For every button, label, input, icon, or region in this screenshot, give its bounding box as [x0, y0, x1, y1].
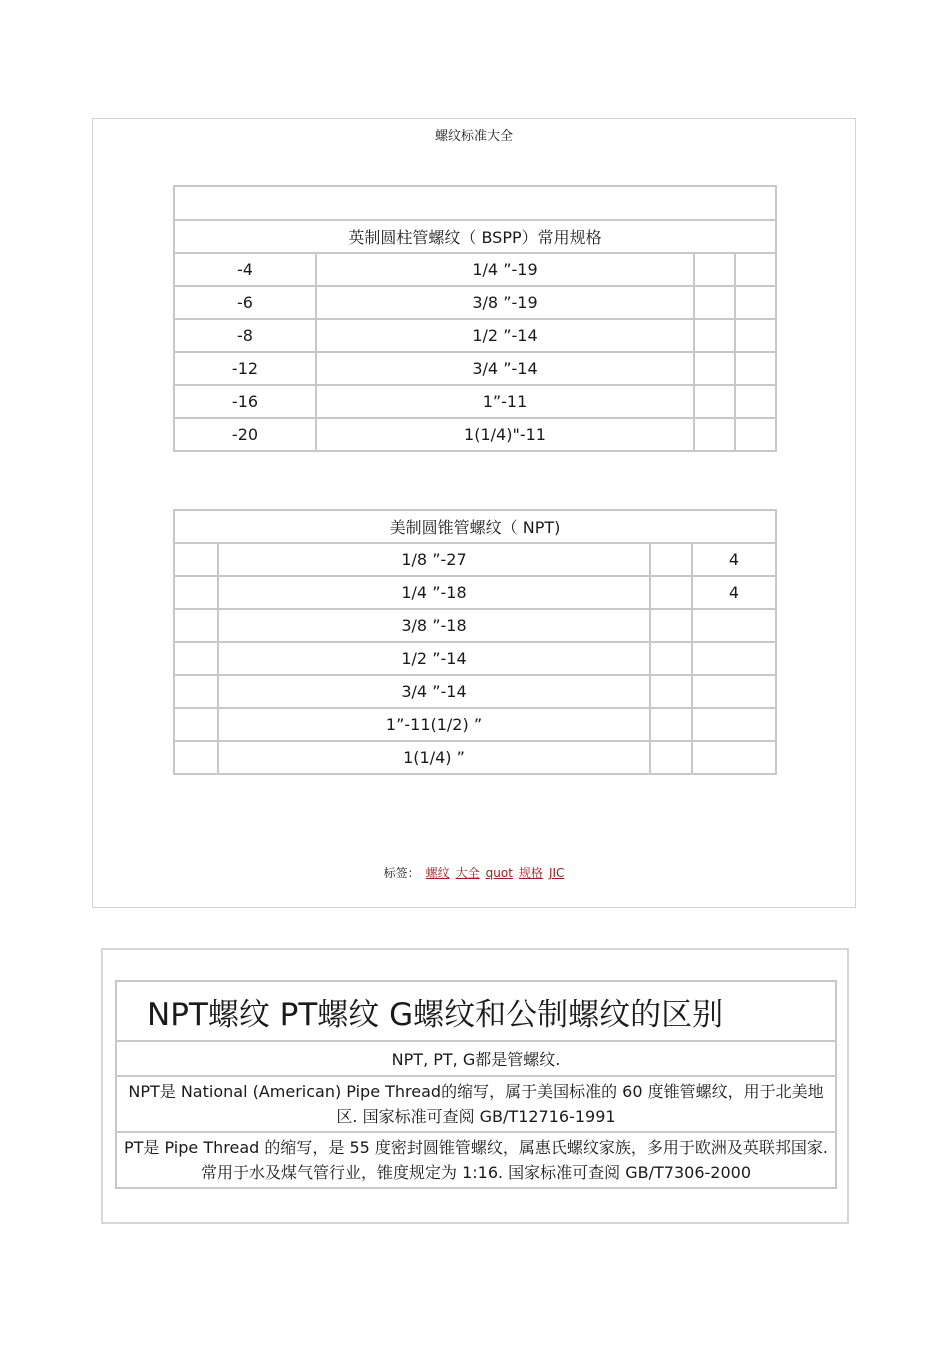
table-row	[174, 385, 776, 418]
cell-size: 3/4 ”-14	[218, 675, 650, 708]
cell-value	[692, 675, 776, 708]
cell-value: 4	[692, 543, 776, 576]
cell-size: 3/8 ”-19	[316, 286, 694, 319]
cell-dash: -12	[174, 352, 316, 385]
cell-size: 3/4 ”-14	[316, 352, 694, 385]
bspp-table	[173, 185, 777, 452]
comparison-panel	[101, 948, 849, 1224]
cell-dash: -4	[174, 253, 316, 286]
cell-size: 3/8 ”-18	[218, 609, 650, 642]
table-row	[174, 510, 776, 543]
table-row	[174, 319, 776, 352]
tag-link[interactable]: quot	[485, 866, 513, 880]
cell-value	[692, 609, 776, 642]
table-row	[174, 220, 776, 253]
comparison-table	[115, 980, 837, 1189]
pt-paragraph: PT是 Pipe Thread 的缩写，是 55 度密封圆锥管螺纹，属惠氏螺纹家族，多用于欧洲及英联邦国家. 常用于水及煤气管行业，锥度规定为 1:16. 国家标准可查阅 GB/T7306-2000	[116, 1132, 836, 1188]
table-row	[116, 1132, 836, 1188]
tag-link[interactable]: 螺纹	[425, 866, 450, 880]
table-row	[174, 543, 776, 576]
npt-table	[173, 509, 777, 775]
npt-caption: 美制圆锥管螺纹（ NPT)	[174, 510, 776, 543]
bspp-caption: 英制圆柱管螺纹（ BSPP）常用规格	[174, 220, 776, 253]
table-row	[174, 352, 776, 385]
cell-value	[692, 741, 776, 774]
table-row	[174, 576, 776, 609]
table-row	[174, 675, 776, 708]
table-row	[174, 418, 776, 451]
table-row	[174, 186, 776, 220]
table-row	[174, 741, 776, 774]
comparison-line: NPT, PT, G都是管螺纹.	[116, 1041, 836, 1076]
table-row	[174, 609, 776, 642]
cell-size: 1/2 ”-14	[316, 319, 694, 352]
cell-size: 1”-11	[316, 385, 694, 418]
document-panel	[92, 118, 856, 908]
cell-dash: -16	[174, 385, 316, 418]
cell-value: 4	[692, 576, 776, 609]
cell-dash: -6	[174, 286, 316, 319]
cell-dash: -20	[174, 418, 316, 451]
cell-dash: -8	[174, 319, 316, 352]
table-row	[116, 981, 836, 1041]
cell-value	[692, 708, 776, 741]
tag-link[interactable]: 规格	[518, 866, 543, 880]
tag-link[interactable]: JIC	[548, 866, 565, 880]
table-row	[116, 1041, 836, 1076]
cell-value	[692, 642, 776, 675]
table-row	[174, 253, 776, 286]
table-row	[174, 708, 776, 741]
cell-size: 1/2 ”-14	[218, 642, 650, 675]
cell-size: 1(1/4)"-11	[316, 418, 694, 451]
tags-label: 标签：	[383, 866, 420, 880]
cell-size: 1(1/4) ”	[218, 741, 650, 774]
comparison-heading: NPT螺纹 PT螺纹 G螺纹和公制螺纹的区别	[116, 981, 836, 1041]
cell-size: 1”-11(1/2) ”	[218, 708, 650, 741]
table-row	[116, 1076, 836, 1132]
tags-bar	[93, 864, 855, 881]
cell-size: 1/4 ”-18	[218, 576, 650, 609]
cell-size: 1/8 ”-27	[218, 543, 650, 576]
cell-size: 1/4 ”-19	[316, 253, 694, 286]
tag-link[interactable]: 大全	[455, 866, 480, 880]
table-row	[174, 286, 776, 319]
npt-paragraph: NPT是 National (American) Pipe Thread的缩写，属于美国标准的 60 度锥管螺纹，用于北美地区. 国家标准可查阅 GB/T12716-1991	[116, 1076, 836, 1132]
table-row	[174, 642, 776, 675]
document-title: 螺纹标准大全	[434, 129, 513, 144]
